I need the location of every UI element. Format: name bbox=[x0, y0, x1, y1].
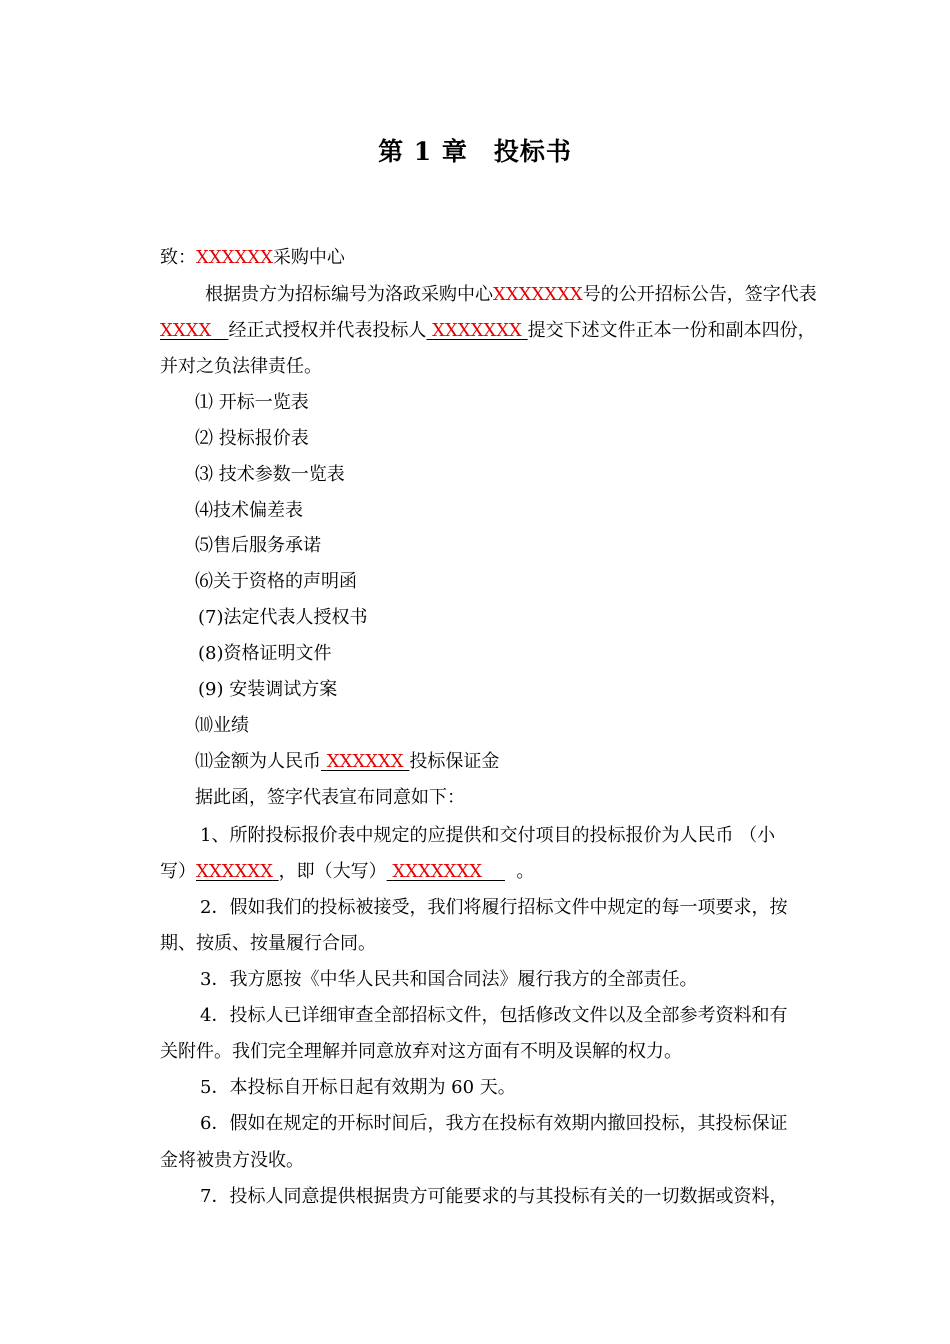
price-lowercase-placeholder: XXXXXX bbox=[196, 861, 273, 882]
intro-line-1 bbox=[205, 284, 817, 306]
clause-1-line-2 bbox=[160, 861, 534, 883]
bidder-blank bbox=[426, 320, 527, 341]
bond-text-2: 投标保证金 bbox=[409, 751, 500, 772]
clause-6-line-1: 6．假如在规定的开标时间后，我方在投标有效期内撤回投标，其投标保证 bbox=[200, 1113, 788, 1134]
clause-1-text-3: 。 bbox=[516, 861, 535, 882]
price-uppercase-placeholder: XXXXXXX bbox=[392, 861, 483, 882]
addressee-line bbox=[160, 247, 345, 269]
declaration-line: 据此函，签字代表宣布同意如下： bbox=[195, 787, 465, 808]
clause-1-line-1: 1、所附投标报价表中规定的应提供和交付项目的投标报价为人民币 （小 bbox=[200, 825, 776, 846]
bidder-placeholder: XXXXXXX bbox=[432, 320, 522, 341]
clause-2-line-1: 2．假如我们的投标被接受，我们将履行招标文件中规定的每一项要求，按 bbox=[200, 897, 788, 918]
intro-text-2: 号的公开招标公告，签字代表 bbox=[582, 284, 817, 305]
list-item: (7)法定代表人授权书 bbox=[198, 607, 368, 628]
bond-amount-placeholder: XXXXXX bbox=[326, 751, 404, 772]
clause-3-line-1: 3．我方愿按《中华人民共和国合同法》履行我方的全部责任。 bbox=[200, 969, 698, 990]
clause-4-line-1: 4．投标人已详细审查全部招标文件，包括修改文件以及全部参考资料和有 bbox=[200, 1005, 788, 1026]
addressee-suffix: 采购中心 bbox=[272, 247, 345, 268]
chapter-title: 第 1 章 投标书 bbox=[378, 137, 572, 166]
clause-1-text-2: ，即（大写） bbox=[278, 861, 387, 882]
list-item: ⑷技术偏差表 bbox=[195, 500, 303, 521]
list-item: ⑽业绩 bbox=[195, 715, 249, 736]
list-item: ⑴ 开标一览表 bbox=[195, 392, 309, 413]
bond-text-1: ⑾金额为人民币 bbox=[195, 751, 321, 772]
intro-text-4: 提交下述文件正本一份和副本四份， bbox=[527, 320, 816, 341]
price-uppercase-blank bbox=[387, 861, 505, 882]
price-lowercase-blank bbox=[196, 861, 279, 882]
list-item: (8)资格证明文件 bbox=[198, 643, 332, 664]
intro-text-3: 经正式授权并代表投标人 bbox=[228, 320, 427, 341]
representative-blank bbox=[160, 320, 228, 341]
list-item: ⑶ 技术参数一览表 bbox=[195, 464, 345, 485]
intro-line-3: 并对之负法律责任。 bbox=[160, 356, 322, 377]
list-item: ⑹关于资格的声明函 bbox=[195, 571, 357, 592]
intro-line-2 bbox=[160, 320, 816, 342]
clause-4-line-2: 关附件。我们完全理解并同意放弃对这方面有不明及误解的权力。 bbox=[160, 1041, 682, 1062]
addressee-name-placeholder: XXXXXX bbox=[196, 247, 273, 268]
clause-1-text-1: 写） bbox=[160, 861, 196, 882]
list-item: (9) 安装调试方案 bbox=[198, 679, 338, 700]
intro-text-1: 根据贵方为招标编号为洛政采购中心 bbox=[205, 284, 493, 305]
bond-amount-blank bbox=[321, 751, 409, 772]
clause-5-line-1: 5．本投标自开标日起有效期为 60 天。 bbox=[200, 1077, 516, 1098]
list-item: ⑵ 投标报价表 bbox=[195, 428, 309, 449]
clause-7-line-1: 7．投标人同意提供根据贵方可能要求的与其投标有关的一切数据或资料， bbox=[200, 1186, 788, 1207]
tender-code-placeholder: XXXXXXX bbox=[493, 284, 583, 305]
list-item-11 bbox=[195, 751, 499, 773]
clause-2-line-2: 期、按质、按量履行合同。 bbox=[160, 933, 376, 954]
addressee-prefix: 致： bbox=[160, 247, 196, 268]
representative-placeholder: XXXX bbox=[160, 320, 212, 341]
clause-6-line-2: 金将被贵方没收。 bbox=[160, 1150, 304, 1171]
list-item: ⑸售后服务承诺 bbox=[195, 535, 321, 556]
